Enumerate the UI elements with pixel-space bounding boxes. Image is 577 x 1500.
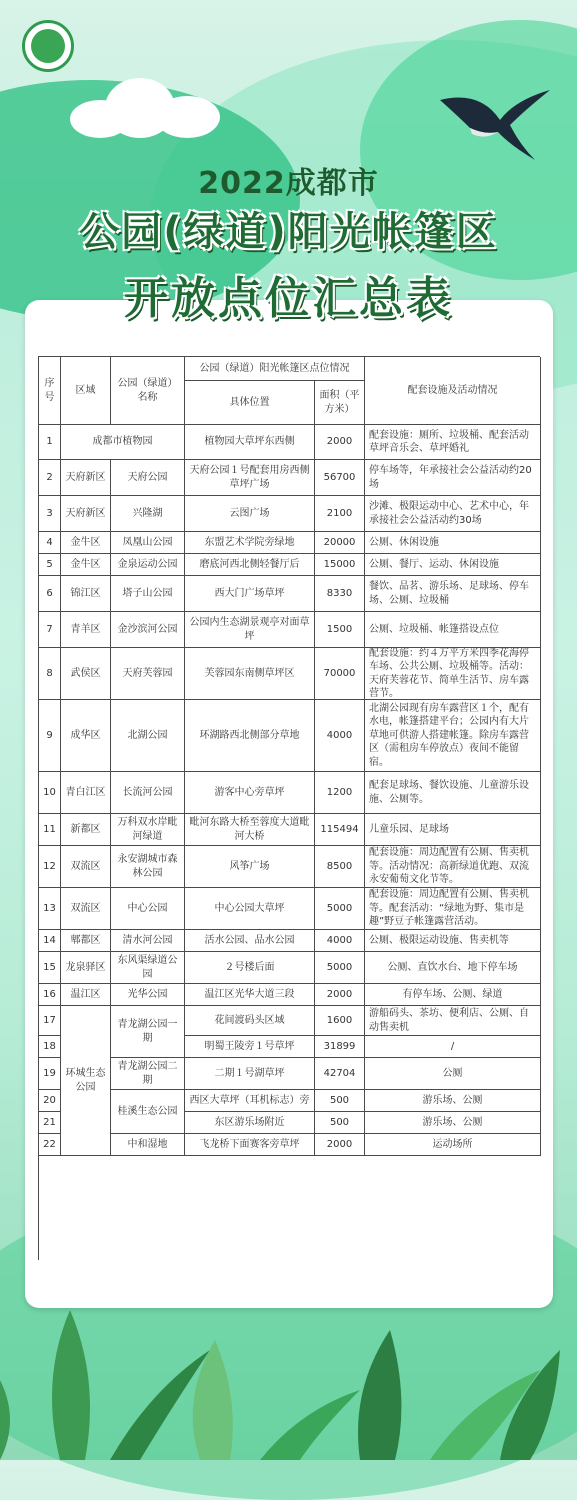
table-cell: 4000 — [315, 700, 365, 772]
table-cell: 二期１号湖草坪 — [185, 1058, 315, 1090]
table-cell: 3 — [39, 496, 61, 532]
page-title-sub: 开放点位汇总表 — [124, 273, 453, 324]
table-cell: 11 — [39, 814, 61, 846]
table-cell: 天府芙蓉园 — [111, 648, 185, 700]
table-cell: 8 — [39, 648, 61, 700]
table-cell: 17 — [39, 1006, 61, 1036]
table-cell: 凤凰山公园 — [111, 532, 185, 554]
table-cell: 1 — [39, 425, 61, 460]
table-cell: 5 — [39, 554, 61, 576]
table-cell: 毗河东路大桥至蓉度大道毗河大桥 — [185, 814, 315, 846]
table-cell: 18 — [39, 1036, 61, 1058]
table-cell: 42704 — [315, 1058, 365, 1090]
table-cell: 19 — [39, 1058, 61, 1090]
table-cell: 东盟艺术学院旁绿地 — [185, 532, 315, 554]
table-cell: 游客中心旁草坪 — [185, 772, 315, 814]
table-cell: 有停车场、公厕、绿道 — [365, 984, 541, 1006]
table-cell: 光华公园 — [111, 984, 185, 1006]
table-cell: 植物园大草坪东西侧 — [185, 425, 315, 460]
table-cell: 2000 — [315, 984, 365, 1006]
header-district: 区域 — [61, 357, 111, 425]
table-cell: 31899 — [315, 1036, 365, 1058]
table-cell: 16 — [39, 984, 61, 1006]
table-cell: 10 — [39, 772, 61, 814]
table-cell: 双流区 — [61, 846, 111, 888]
table-cell: 塔子山公园 — [111, 576, 185, 612]
table-cell: 天府新区 — [61, 496, 111, 532]
table-cell: 双流区 — [61, 888, 111, 930]
table-cell: 8330 — [315, 576, 365, 612]
table-cell: 公厕、直饮水台、地下停车场 — [365, 952, 541, 984]
table-cell: 成都市植物园 — [61, 425, 185, 460]
table-cell: 1200 — [315, 772, 365, 814]
table-cell: 6 — [39, 576, 61, 612]
table-cell: 2000 — [315, 425, 365, 460]
header-location: 具体位置 — [185, 381, 315, 425]
table-cell: 环湖路西北侧部分草地 — [185, 700, 315, 772]
table-cell: 5000 — [315, 952, 365, 984]
header-group: 公园（绿道）阳光帐篷区点位情况 — [185, 357, 365, 381]
table-cell: 13 — [39, 888, 61, 930]
table-cell: 明蜀王陵旁１号草坪 — [185, 1036, 315, 1058]
table-cell: 70000 — [315, 648, 365, 700]
table-cell: 芙蓉园东南侧草坪区 — [185, 648, 315, 700]
header-facilities: 配套设施及活动情况 — [365, 357, 541, 425]
table-cell: 花间渡码头区域 — [185, 1006, 315, 1036]
table-cell: 停车场等，年承接社会公益活动约20场 — [365, 460, 541, 496]
table-cell: 长流河公园 — [111, 772, 185, 814]
table-cell: 金牛区 — [61, 554, 111, 576]
table-cell: 东区游乐场附近 — [185, 1112, 315, 1134]
table-cell: 公厕 — [365, 1058, 541, 1090]
table-cell: 公园内生态湖景观亭对面草坪 — [185, 612, 315, 648]
table-cell: 郫都区 — [61, 930, 111, 952]
table-cell: 环城生态公园 — [61, 1006, 111, 1156]
page-title-year: 2022成都市 — [198, 166, 379, 201]
table-cell: 配套设施：周边配置有公厕、售卖机等。配套活动：“绿地为野、集市是趣”野豆子帐篷露营活动。 — [365, 888, 541, 930]
table-cell: 万科双水岸毗河绿道 — [111, 814, 185, 846]
summary-table — [38, 356, 540, 1260]
table-cell: 北湖公园 — [111, 700, 185, 772]
table-cell: 青羊区 — [61, 612, 111, 648]
table-cell: 游船码头、茶坊、便利店、公厕、自动售卖机 — [365, 1006, 541, 1036]
header-seq: 序号 — [39, 357, 61, 425]
table-cell: 永安湖城市森林公园 — [111, 846, 185, 888]
table-cell: 桂溪生态公园 — [111, 1090, 185, 1134]
page-title-main: 公园(绿道)阳光帐篷区 — [79, 209, 498, 255]
table-cell: 温江区光华大道三段 — [185, 984, 315, 1006]
table-cell: 成华区 — [61, 700, 111, 772]
table-cell: 5000 — [315, 888, 365, 930]
table-cell: 温江区 — [61, 984, 111, 1006]
header-park: 公园（绿道）名称 — [111, 357, 185, 425]
table-cell: 2000 — [315, 1134, 365, 1156]
table-cell: 武侯区 — [61, 648, 111, 700]
table-cell: 磨底河西北侧轻餐厅后 — [185, 554, 315, 576]
table-cell: 儿童乐园、足球场 — [365, 814, 541, 846]
table-cell: 9 — [39, 700, 61, 772]
table-cell: 公厕、垃圾桶、帐篷搭设点位 — [365, 612, 541, 648]
table-cell: 中心公园 — [111, 888, 185, 930]
table-cell: 7 — [39, 612, 61, 648]
table-cell: 西大门广场草坪 — [185, 576, 315, 612]
table-cell: 青白江区 — [61, 772, 111, 814]
table-cell: 青龙湖公园二期 — [111, 1058, 185, 1090]
table-cell: 公厕、餐厅、运动、休闲设施 — [365, 554, 541, 576]
table-cell: 4000 — [315, 930, 365, 952]
table-cell: 中心公园大草坪 — [185, 888, 315, 930]
table-cell: 沙滩、极限运动中心、艺术中心，年承接社会公益活动约30场 — [365, 496, 541, 532]
table-cell: 12 — [39, 846, 61, 888]
table-cell: 500 — [315, 1090, 365, 1112]
table-cell: 15 — [39, 952, 61, 984]
table-cell: 公厕、极限运动设施、售卖机等 — [365, 930, 541, 952]
table-cell: 金牛区 — [61, 532, 111, 554]
plant-decoration-icon — [0, 1290, 577, 1460]
table-cell: 风筝广场 — [185, 846, 315, 888]
table-cell: 游乐场、公厕 — [365, 1112, 541, 1134]
table-cell: 4 — [39, 532, 61, 554]
table-cell: 公厕、休闲设施 — [365, 532, 541, 554]
table-cell: 中和湿地 — [111, 1134, 185, 1156]
table-cell: 21 — [39, 1112, 61, 1134]
table-cell: 20000 — [315, 532, 365, 554]
header-area: 面积（平方米） — [315, 381, 365, 425]
table-cell: 1600 — [315, 1006, 365, 1036]
table-cell: 配套设施：厕所、垃圾桶、配套活动草坪音乐会、草坪婚礼 — [365, 425, 541, 460]
table-cell: ２号楼后面 — [185, 952, 315, 984]
table-cell: 活水公园、品水公园 — [185, 930, 315, 952]
table-cell: 新都区 — [61, 814, 111, 846]
table-cell: 东风渠绿道公园 — [111, 952, 185, 984]
table-cell: 清水河公园 — [111, 930, 185, 952]
table-cell: 龙泉驿区 — [61, 952, 111, 984]
table-cell: 天府新区 — [61, 460, 111, 496]
table-cell: 14 — [39, 930, 61, 952]
table-cell: 500 — [315, 1112, 365, 1134]
table-cell: 游乐场、公厕 — [365, 1090, 541, 1112]
table-cell: 云图广场 — [185, 496, 315, 532]
table-cell: 2 — [39, 460, 61, 496]
table-cell: 青龙湖公园一期 — [111, 1006, 185, 1058]
table-cell: 飞龙桥下面赛客旁草坪 — [185, 1134, 315, 1156]
swallow-icon — [440, 90, 550, 160]
table-cell: 8500 — [315, 846, 365, 888]
table-cell: 1500 — [315, 612, 365, 648]
table-cell: 20 — [39, 1090, 61, 1112]
table-cell: 15000 — [315, 554, 365, 576]
cloud-icon — [70, 78, 220, 138]
table-cell: 天府公园 — [111, 460, 185, 496]
table-cell: 西区大草坪（耳机标志）旁 — [185, 1090, 315, 1112]
table-cell: 2100 — [315, 496, 365, 532]
table-cell: 115494 — [315, 814, 365, 846]
table-cell: 兴隆湖 — [111, 496, 185, 532]
table-cell: 22 — [39, 1134, 61, 1156]
table-cell: 餐饮、品茗、游乐场、足球场、停车场、公厕、垃圾桶 — [365, 576, 541, 612]
table-cell: 金沙滨河公园 — [111, 612, 185, 648]
table-cell: 锦江区 — [61, 576, 111, 612]
table-cell: 北湖公园现有房车露营区１个，配有水电，帐篷搭建平台；公园内有大片草地可供游人搭建帐篷。除房车露营区（需租房车停放点）夜间不能留宿。 — [365, 700, 541, 772]
table-cell: 天府公园１号配套用房西侧草坪广场 — [185, 460, 315, 496]
table-cell: 运动场所 — [365, 1134, 541, 1156]
table-cell: / — [365, 1036, 541, 1058]
table-cell: 56700 — [315, 460, 365, 496]
table-cell: 配套设施：约４万平方米四季花海停车场、公共公厕、垃圾桶等。活动：天府芙蓉花节、简单生活节、房车露营节。 — [365, 648, 541, 700]
logo-icon — [22, 20, 74, 72]
table-cell: 金泉运动公园 — [111, 554, 185, 576]
table-cell: 配套设施：周边配置有公厕、售卖机等。活动情况：高新绿道优跑、双流永安葡萄文化节等。 — [365, 846, 541, 888]
table-cell: 配套足球场、餐饮设施、儿童游乐设施、公厕等。 — [365, 772, 541, 814]
